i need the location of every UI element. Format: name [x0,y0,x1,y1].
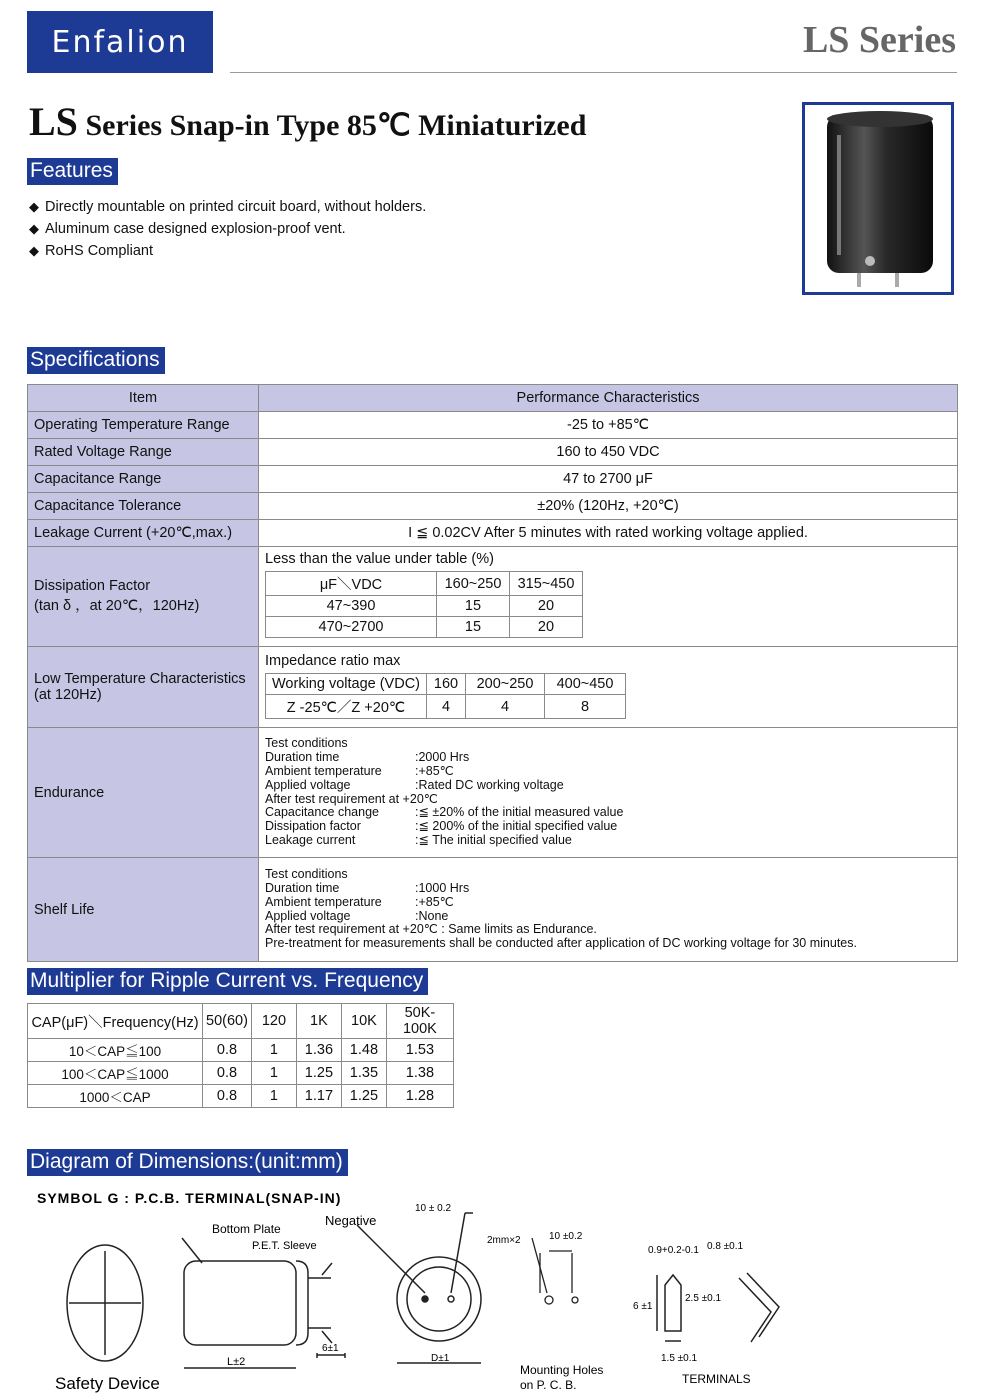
dissipation-label-line1: Dissipation Factor [34,578,151,594]
table-row [28,520,958,547]
low-temp-table [265,673,626,719]
mounting-holes-view [532,1238,578,1304]
series-tag: LS Series [802,19,956,61]
row-value: ±20% (120Hz, +20℃) [259,493,958,520]
dimension-diagram [27,1183,927,1393]
ripple-cell: 1000＜CAP [28,1085,203,1108]
table-row [28,1085,454,1108]
row-label: Leakage Current (+20℃,max.) [28,520,259,547]
cond-key: Pre-treatment for measurements shall be conducted after application of DC working voltage for 30 minutes. [265,936,857,951]
ripple-cell: 0.8 [203,1062,252,1085]
ripple-cell: 10＜CAP≦100 [28,1039,203,1062]
ripple-cell: 1 [251,1062,296,1085]
cond-key: Leakage current [265,832,356,847]
row-label: Operating Temperature Range [28,412,259,439]
features-heading: Features [27,158,118,185]
row-label: Capacitance Tolerance [28,493,259,520]
lt-header: 200~250 [466,674,545,695]
shelf-life-row [28,858,958,962]
df-cell: 15 [437,617,510,638]
cond-val: :2000 Hrs [415,750,470,765]
dissipation-cell [259,547,958,647]
ripple-cell: 1.17 [296,1085,341,1108]
terminal-base-label: 1.5 ±0.1 [661,1353,698,1364]
dissipation-row [28,547,958,647]
pet-sleeve-label: P.E.T. Sleeve [252,1240,317,1252]
table-row [28,412,958,439]
cond-val: :≦ 200% of the initial specified value [415,819,618,834]
cond-val: :+85℃ [415,894,454,909]
negative-label: Negative [325,1213,377,1228]
safety-device-label: Safety Device [55,1374,160,1393]
endurance-cell [259,728,958,858]
cond-key: Test conditions [265,736,348,751]
ripple-header: 1K [296,1004,341,1039]
terminal-height-label: 6 ±1 [633,1301,653,1312]
lt-header: 400~450 [545,674,626,695]
dimension-drawing [27,1183,927,1393]
ripple-cell: 1.38 [386,1062,453,1085]
ripple-header: CAP(μF)＼Frequency(Hz) [28,1004,203,1039]
ripple-cell: 1.48 [341,1039,386,1062]
dissipation-label [28,547,259,647]
title-series-code: LS [29,99,78,144]
lt-header: Working voltage (VDC) [266,674,427,695]
ten-dim-label-a: 10 ± 0.2 [415,1203,452,1214]
cond-val: :≦ The initial specified value [415,832,572,847]
cond-val: :1000 Hrs [415,880,470,895]
endurance-row [28,728,958,858]
d-dim-label: D±1 [431,1353,450,1364]
bottom-plate-label: Bottom Plate [212,1222,281,1236]
cond-key: Ambient temperature [265,894,382,909]
df-cell: 20 [510,596,583,617]
six-dim-label: 6±1 [322,1343,339,1354]
symbol-label: SYMBOL G : P.C.B. TERMINAL(SNAP-IN) [37,1190,342,1206]
ripple-header: 50K-100K [386,1004,453,1039]
cond-key: Applied voltage [265,777,351,792]
ripple-cell: 1.35 [341,1062,386,1085]
cond-key: Duration time [265,880,340,895]
df-header: μF＼VDC [266,572,437,596]
row-value: I ≦ 0.02CV After 5 minutes with rated working voltage applied. [259,520,958,547]
cond-val: :Rated DC working voltage [415,777,564,792]
terminal-tip-label: 2.5 ±0.1 [685,1293,722,1304]
col-performance: Performance Characteristics [259,385,958,412]
low-temp-cell [259,647,958,728]
ripple-heading: Multiplier for Ripple Current vs. Frequency [27,968,428,995]
df-cell: 15 [437,596,510,617]
capacitor-image [805,105,951,292]
feature-item: ◆ Aluminum case designed explosion-proof vent. [29,218,426,240]
ripple-cell: 100＜CAP≦1000 [28,1062,203,1085]
safety-device-view [67,1245,143,1361]
cond-val: :≦ ±20% of the initial measured value [415,805,624,820]
two-mm-label: 2mm×2 [487,1235,521,1246]
cond-key: After test requirement at +20℃ [265,791,438,806]
lt-cell: 8 [545,695,626,719]
df-header: 315~450 [510,572,583,596]
ripple-cell: 1.53 [386,1039,453,1062]
cond-val: :None [415,908,449,923]
low-temp-row [28,647,958,728]
df-cell: 470~2700 [266,617,437,638]
table-row [28,493,958,520]
ripple-cell: 0.8 [203,1085,252,1108]
terminals-label: TERMINALS [682,1372,751,1386]
endurance-details [265,729,951,855]
ripple-table [27,1003,454,1108]
header-divider [230,72,957,73]
ripple-header: 10K [341,1004,386,1039]
side-view [182,1238,345,1368]
df-cell: 47~390 [266,596,437,617]
ripple-header-row [28,1004,454,1039]
title-rest: Series Snap-in Type 85℃ Miniaturized [77,109,587,142]
ripple-cell: 1.25 [341,1085,386,1108]
df-header: 160~250 [437,572,510,596]
table-row [28,1039,454,1062]
table-row [28,466,958,493]
row-label: Rated Voltage Range [28,439,259,466]
low-temp-label [28,647,259,728]
terminal-view [657,1273,779,1342]
page-title [29,98,586,145]
ripple-cell: 1 [251,1085,296,1108]
cond-key: Applied voltage [265,908,351,923]
table-row [28,439,958,466]
dimensions-heading: Diagram of Dimensions:(unit:mm) [27,1149,348,1176]
specifications-table [27,384,958,962]
ripple-header: 120 [251,1004,296,1039]
row-label: Capacitance Range [28,466,259,493]
cond-key: Test conditions [265,867,348,882]
low-temp-caption: Impedance ratio max [265,653,401,669]
cond-key: After test requirement at +20℃ : Same limits as Endurance. [265,922,597,937]
feature-item: ◆ RoHS Compliant [29,240,426,262]
features-list [29,196,426,262]
dissipation-label-line2: (tan δ ，at 20℃，120Hz) [34,598,200,614]
terminal-thickness-label: 0.8 ±0.1 [707,1241,744,1252]
ten-dim-label-b: 10 ±0.2 [549,1231,583,1242]
low-temp-label-line2: (at 120Hz) [34,687,102,703]
mounting-holes-label-2: on P. C. B. [520,1378,577,1392]
top-view [357,1213,481,1363]
ripple-cell: 1 [251,1039,296,1062]
dissipation-table [265,571,583,638]
cond-key: Capacitance change [265,805,379,820]
table-row [28,1062,454,1085]
shelf-life-details [265,860,951,959]
cond-key: Duration time [265,750,340,765]
ripple-cell: 1.36 [296,1039,341,1062]
cond-key: Ambient temperature [265,763,382,778]
table-header-row [28,385,958,412]
cond-key: Dissipation factor [265,819,361,834]
lt-cell: Z -25℃／Z +20℃ [266,695,427,719]
row-value: 160 to 450 VDC [259,439,958,466]
endurance-label: Endurance [28,728,259,858]
lt-cell: 4 [466,695,545,719]
ripple-cell: 1.25 [296,1062,341,1085]
shelf-life-cell [259,858,958,962]
mounting-holes-label: Mounting Holes [520,1363,604,1377]
feature-item: ◆ Directly mountable on printed circuit board, without holders. [29,196,426,218]
lt-header: 160 [427,674,466,695]
col-item: Item [28,385,259,412]
brand-logo: Enfalion [27,11,213,73]
low-temp-label-line1: Low Temperature Characteristics [34,671,246,687]
specifications-heading: Specifications [27,347,165,374]
lt-cell: 4 [427,695,466,719]
row-value: -25 to +85℃ [259,412,958,439]
ripple-header: 50(60) [203,1004,252,1039]
df-cell: 20 [510,617,583,638]
ripple-cell: 0.8 [203,1039,252,1062]
terminal-width-label: 0.9+0.2-0.1 [648,1245,699,1256]
l-dim-label: L±2 [227,1356,246,1368]
ripple-cell: 1.28 [386,1085,453,1108]
row-value: 47 to 2700 μF [259,466,958,493]
product-photo [802,102,954,295]
shelf-life-label: Shelf Life [28,858,259,962]
cond-val: :+85℃ [415,763,454,778]
dissipation-caption: Less than the value under table (%) [265,551,494,567]
